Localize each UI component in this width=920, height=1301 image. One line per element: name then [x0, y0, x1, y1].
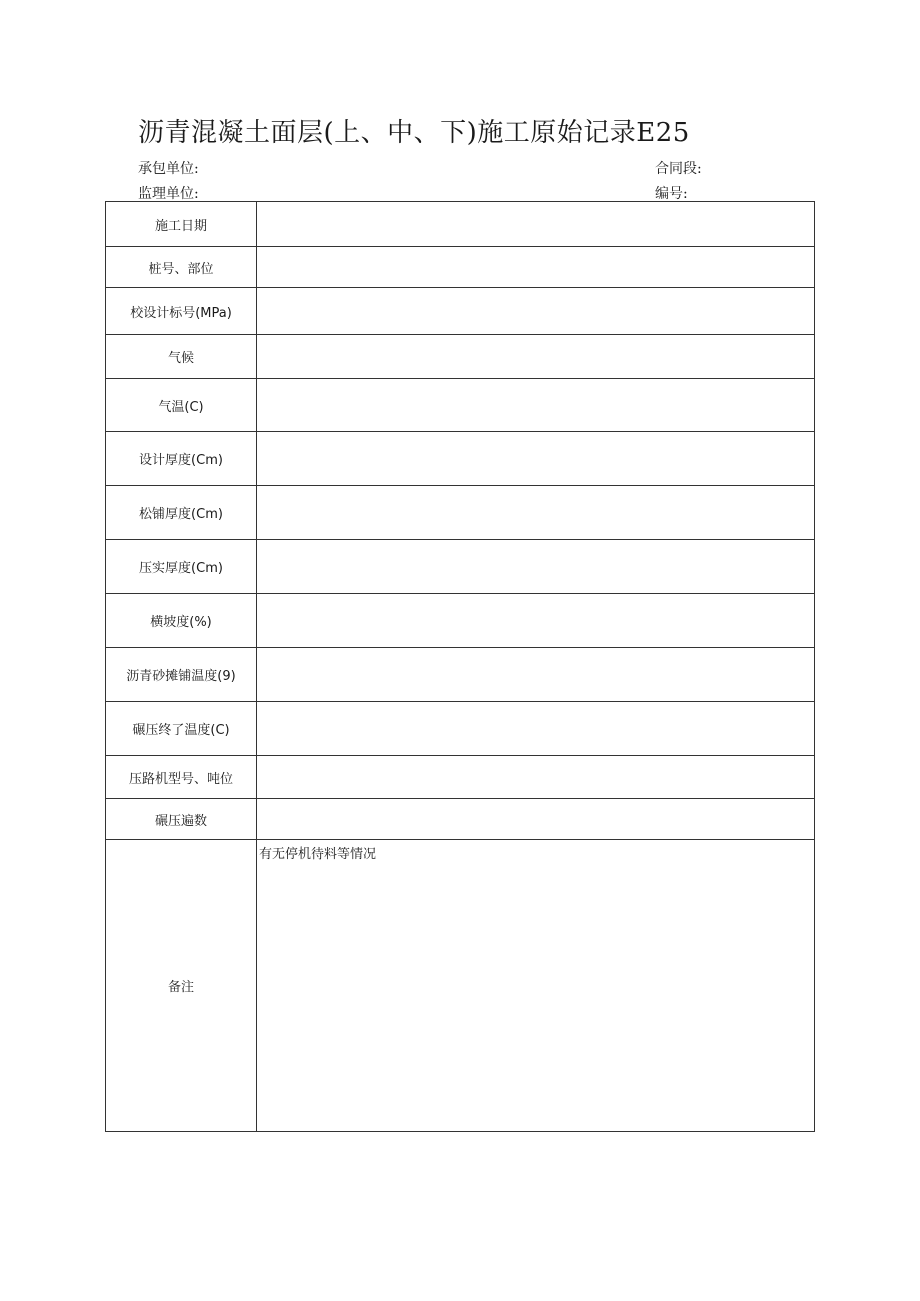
document-title: 沥青混凝土面层(上、中、下)施工原始记录E25	[138, 118, 690, 148]
row-value-compacted-thickness[interactable]	[257, 540, 815, 594]
table-row	[106, 756, 815, 799]
table-row	[106, 840, 815, 1132]
row-value-roller-model-tonnage[interactable]	[257, 756, 815, 799]
record-number-label: 编号:	[655, 186, 688, 202]
row-label-roller-model-tonnage: 压路机型号、吨位	[106, 756, 257, 799]
contractor-label: 承包单位:	[138, 161, 199, 177]
row-value-cross-slope[interactable]	[257, 594, 815, 648]
row-label-air-temperature: 气温(C)	[106, 379, 257, 432]
row-value-final-rolling-temperature[interactable]	[257, 702, 815, 756]
row-label-remarks: 备注	[106, 840, 257, 1132]
table-row	[106, 247, 815, 288]
remarks-note: 有无停机待料等情况	[259, 847, 377, 862]
contract-section-label: 合同段:	[655, 161, 702, 177]
row-label-design-grade: 校设计标号(MPa)	[106, 288, 257, 335]
row-label-compacted-thickness: 压实厚度(Cm)	[106, 540, 257, 594]
row-value-rolling-passes[interactable]	[257, 799, 815, 840]
table-row	[106, 540, 815, 594]
table-row	[106, 702, 815, 756]
row-label-construction-date: 施工日期	[106, 202, 257, 247]
row-value-air-temperature[interactable]	[257, 379, 815, 432]
table-row	[106, 648, 815, 702]
row-label-rolling-passes: 碾压遍数	[106, 799, 257, 840]
construction-record-table	[105, 201, 815, 1132]
row-value-station-location[interactable]	[257, 247, 815, 288]
row-value-remarks[interactable]	[257, 840, 815, 1132]
row-value-design-thickness[interactable]	[257, 432, 815, 486]
row-value-loose-thickness[interactable]	[257, 486, 815, 540]
table-row	[106, 379, 815, 432]
supervisor-label: 监理单位:	[138, 186, 199, 202]
row-value-design-grade[interactable]	[257, 288, 815, 335]
row-value-weather[interactable]	[257, 335, 815, 379]
row-label-cross-slope: 横坡度(%)	[106, 594, 257, 648]
row-label-loose-thickness: 松铺厚度(Cm)	[106, 486, 257, 540]
row-value-paving-temperature[interactable]	[257, 648, 815, 702]
table-row	[106, 486, 815, 540]
row-label-weather: 气候	[106, 335, 257, 379]
table-row	[106, 799, 815, 840]
row-label-paving-temperature: 沥青砂摊铺温度(9)	[106, 648, 257, 702]
table-row	[106, 288, 815, 335]
table-row	[106, 335, 815, 379]
table-row	[106, 202, 815, 247]
row-label-final-rolling-temperature: 碾压终了温度(C)	[106, 702, 257, 756]
table-row	[106, 594, 815, 648]
table-row	[106, 432, 815, 486]
row-label-station-location: 桩号、部位	[106, 247, 257, 288]
row-value-construction-date[interactable]	[257, 202, 815, 247]
row-label-design-thickness: 设计厚度(Cm)	[106, 432, 257, 486]
